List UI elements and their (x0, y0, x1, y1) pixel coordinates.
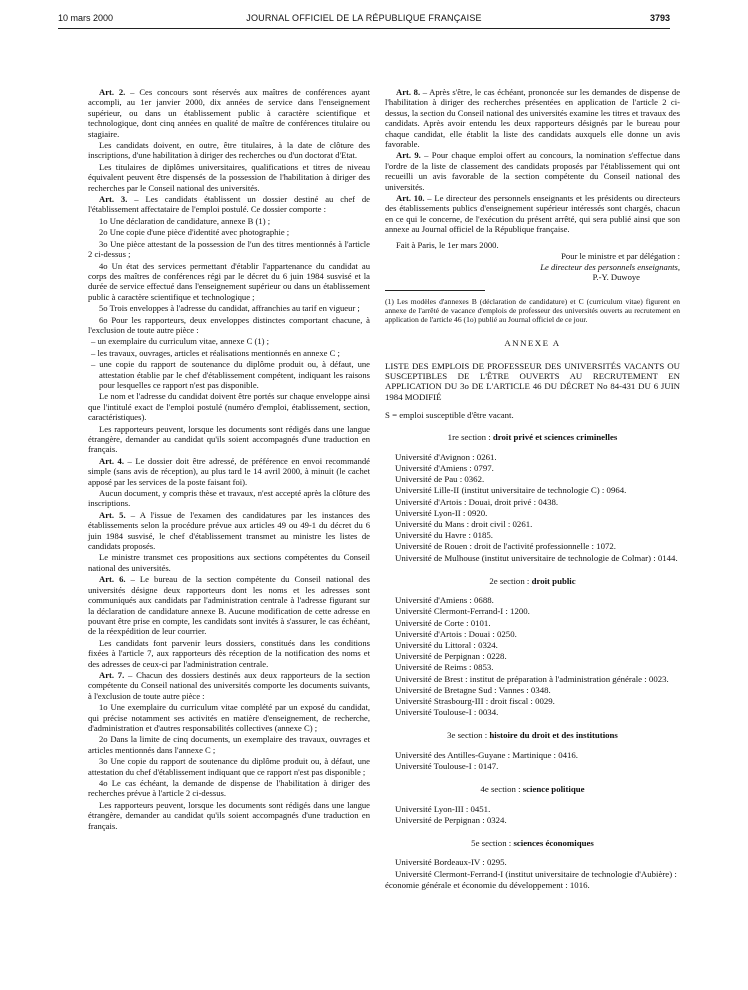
university-entry: Université de Rouen : droit de l'activité professionnelle : 1072. (395, 541, 616, 552)
signature-line2: Le directeur des personnels enseignants, (540, 261, 680, 272)
university-entry: Université Clermont-Ferrand-I (institut universitaire de technologie d'Aubière) : économie générale et économie du développement : 1016. (385, 868, 677, 890)
section-list (385, 432, 680, 891)
art7-p2: Les rapporteurs peuvent, lorsque les documents sont rédigés dans une langue étrangère, demander au candidat qu'ils soient accompagnés d'une traduction en français. (88, 799, 370, 831)
art3-item3: 3o Une pièce attestant de la possession de l'un des titres mentionnés à l'article 2 ci-dessus ; (88, 238, 370, 260)
list-title: LISTE DES EMPLOIS DE PROFESSEUR DES UNIVERSITÉS VACANTS OU SUSCEPTIBLES DE L'ÊTRE OUVERTS AU RECRUTEMENT EN APPLICATION DU 3o DE L'ARTICLE 46 DU DÉCRET No 84-431 DU 6 JUIN 1984 MODIFIÉ (385, 360, 680, 402)
university-entry: Université Toulouse-I : 0147. (395, 761, 499, 771)
university-entry: Université d'Artois : Douai, droit privé : 0438. (395, 496, 559, 507)
art3-item5: 5o Trois enveloppes à l'adresse du candidat, affranchies au tarif en vigueur ; (99, 303, 360, 314)
footnote-rule (385, 290, 485, 291)
art7-item4: 4o Le cas échéant, la demande de dispense de l'habilitation à diriger des recherches prévue à l'article 2 ci-dessus. (88, 778, 370, 799)
university-entry: Université d'Artois : Douai : 0250. (395, 628, 517, 639)
university-entry: Université de Perpignan : 0324. (395, 814, 507, 825)
art4-p1: Art. 4. – Le dossier doit être adressé, de préférence en envoi recommandé simple (sans avis de réception), au plus tard le 14 avril 2000, à minuit (le cachet apposé par les services de la poste faisant foi). (88, 455, 370, 487)
university-entry: Université des Antilles-Guyane : Martinique : 0416. (395, 749, 578, 760)
art3-item6: 6o Pour les rapporteurs, deux enveloppes distinctes comportant chacune, à l'exclusion de toute autre pièce : (88, 314, 370, 335)
university-entry: Université d'Amiens : 0688. (395, 595, 494, 606)
university-entry: Université de Bretagne Sud : Vannes : 0348. (395, 684, 551, 695)
university-entry: Université d'Amiens : 0797. (395, 462, 494, 473)
art9: Art. 9. – Pour chaque emploi offert au concours, la nomination s'effectue dans l'ordre de la liste de classement des candidats proposés par l'établissement qui ont recueilli un avis favorable de la section compétente du Conseil national des universités. (385, 150, 680, 192)
art3-p3: Les rapporteurs peuvent, lorsque les documents sont rédigés dans une langue étrangère, demander au candidat qu'ils soient accompagnés d'une traduction en français. (88, 423, 370, 455)
university-entry: Université Strasbourg-III : droit fiscal : 0029. (395, 695, 555, 706)
art6-p2: Les candidats font parvenir leurs dossiers, constitués dans les conditions fixées à l'article 7, aux rapporteurs dès réception de la notification des noms et des adresses de ceux-ci par l'administration centrale. (88, 637, 370, 669)
section-title: 4e section : science politique (480, 784, 585, 795)
university-entry: Université Clermont-Ferrand-I : 1200. (395, 606, 530, 617)
art4-p2: Aucun document, y compris thèse et travaux, n'est accepté après la clôture des inscriptions. (88, 488, 370, 509)
section-title: 1re section : droit privé et sciences criminelles (447, 432, 618, 443)
art3-p2: Le nom et l'adresse du candidat doivent être portés sur chaque enveloppe ainsi que l'intitulé exact de l'emploi postulé (numéro d'emploi, établissement, section, caractéristiques). (88, 391, 370, 423)
university-entry: Université d'Avignon : 0261. (395, 451, 497, 462)
art8: Art. 8. – Après s'être, le cas échéant, prononcée sur les demandes de dispense de l'habilitation à diriger des recherches présentées en application de l'article 2 ci-dessus, la section du Conseil national des universités examine les titres et travaux des candidats. Après avoir entendu les deux rapporteurs désignés par le bureau pour chaque candidat, elle établit la liste des candidats auxquels elle donne un avis favorable. (385, 87, 681, 150)
university-entry: Université de Mulhouse (institut universitaire de technologie de Colmar) : 0144. (395, 552, 678, 563)
annex-title: ANNEXE A (504, 338, 561, 349)
university-entry: Université de Corte : 0101. (395, 617, 491, 628)
journal-title: JOURNAL OFFICIEL DE LA RÉPUBLIQUE FRANÇAISE (246, 13, 482, 23)
section-title: 2e section : droit public (489, 575, 576, 586)
art2-p3: Les titulaires de diplômes universitaires, qualifications et titres de niveau équivalent peuvent être dispensés de la possession de l'habilitation à diriger des recherches par le Conseil national des universités. (88, 161, 370, 193)
art2-p1: Art. 2. – Ces concours sont réservés aux maîtres de conférences ayant accompli, au 1er janvier 2000, dix années de service dans l'enseignement supérieur, ou dans un établissement public à caractère scientifique et technologique, dont cinq années en qualité de maître de conférences titulaire ou stagiaire. (88, 87, 370, 139)
section-title: 5e section : sciences économiques (471, 838, 594, 849)
legend: S = emploi susceptible d'être vacant. (385, 409, 514, 420)
university-entry: Université Lyon-III : 0451. (395, 803, 491, 814)
art6-p1: Art. 6. – Le bureau de la section compétente du Conseil national des universités désigne deux rapporteurs dont les noms et les adresses sont communiqués aux candidats par l'administration centrale à l'adresse figurant sur la déclaration de candidature annexe B. Aucune modification de cette adresse en pouvant être prise en compte, les candidats sont invités à s'assurer, le cas échéant, de la réexpédition de leur courrier. (88, 574, 370, 637)
university-entry: Université du Mans : droit civil : 0261. (395, 518, 533, 529)
header-rule (58, 28, 670, 29)
footnote: (1) Les modèles d'annexes B (déclaration de candidature) et C (curriculum vitae) figurent en annexe de l'arrêté de vacance d'emplois de professeur des universités ouverts au recrutement en application de l'article 46 (1o) publié au Journal officiel de ce jour. (385, 297, 680, 325)
section-title: 3e section : histoire du droit et des institutions (447, 730, 618, 741)
university-entry: Université Lyon-II : 0920. (395, 507, 488, 518)
right-column (385, 87, 680, 891)
art7-item3: 3o Une copie du rapport de soutenance du diplôme produit ou, à défaut, une attestation du chef d'établissement indiquant que ce rapport n'est pas disponible ; (88, 756, 370, 777)
left-column (88, 87, 370, 832)
art3-dash2: – les travaux, ouvrages, articles et réalisations mentionnés en annexe C ; (91, 347, 340, 358)
university-entry: Université Toulouse-I : 0034. (395, 707, 499, 718)
university-entry: Université de Brest : institut de préparation à l'administration générale : 0023. (395, 673, 669, 684)
art5-p1: Art. 5. – A l'issue de l'examen des candidatures par les instances des établissements selon la procédure prévue aux articles 49 ou 49-1 du décret du 6 juin 1984 susvisé, le chef d'établissement transmet au ministre les listes de candidats proposés. (88, 509, 371, 552)
art7-item1: 1o Une exemplaire du curriculum vitae complété par un exposé du candidat, qui précise notamment ses activités en matière d'enseignement, de recherche, d'administration et d'autres responsabilités collectives (annexe C) ; (88, 702, 370, 733)
issue-date: 10 mars 2000 (58, 13, 114, 23)
signature-line1: Pour le ministre et par délégation : (561, 251, 680, 262)
university-entry: Université de Perpignan : 0228. (395, 651, 507, 662)
done-at: Fait à Paris, le 1er mars 2000. (396, 239, 499, 250)
university-entry: Université du Havre : 0185. (395, 530, 493, 541)
art2-p2: Les candidats doivent, en outre, être titulaires, à la date de clôture des inscriptions, d'une habilitation à diriger des recherches ou d'un doctorat d'Etat. (88, 140, 370, 161)
university-entry: Université Bordeaux-IV : 0295. (395, 857, 507, 868)
art3-item2: 2o Une copie d'une pièce d'identité avec photographie ; (99, 227, 290, 238)
art3-dash1: – un exemplaire du curriculum vitae, annexe C (1) ; (91, 336, 270, 347)
university-entry: Université de Reims : 0853. (395, 662, 494, 673)
university-entry: Université Lille-II (institut universitaire de technologie C) : 0964. (395, 485, 627, 496)
art3-dash3: – une copie du rapport de soutenance du diplôme produit ou, à défaut, une attestation établie par le chef d'établissement compétent, indiquant les raisons pour lesquelles ce rapport n'est pas disponible. (91, 359, 370, 390)
university-entry: Université de Pau : 0362. (395, 474, 485, 485)
art7-item2: 2o Dans la limite de cinq documents, un exemplaire des travaux, ouvrages et articles mentionnés dans l'annexe C ; (88, 734, 370, 755)
signature-name: P.-Y. Duwoye (592, 271, 640, 282)
art7-p1: Art. 7. – Chacun des dossiers destinés aux deux rapporteurs de la section compétente du Conseil national des universités comporte les documents suivants, à l'exclusion de toute autre pièce : (88, 669, 370, 701)
art5-p2: Le ministre transmet ces propositions aux sections compétentes du Conseil national des universités. (88, 552, 370, 573)
art3-item1: 1o Une déclaration de candidature, annexe B (1) ; (99, 215, 271, 226)
art3-p1: Art. 3. – Les candidats établissent un dossier destiné au chef de l'établissement affectataire de l'emploi postulé. Ce dossier comporte : (88, 194, 370, 215)
university-entry: Université du Littoral : 0324. (395, 639, 498, 650)
page-header (58, 13, 670, 27)
art10: Art. 10. – Le directeur des personnels enseignants et les présidents ou directeurs des établissements publics d'enseignement supérieur intéressés sont chargés, chacun en ce qui le concerne, de l'exécution du présent arrêté, qui sera publié ainsi que son annexe au Journal officiel de la République française. (385, 193, 681, 235)
art3-item4: 4o Un état des services permettant d'établir l'appartenance du candidat au corps des maîtres de conférences régi par le décret du 6 juin 1984 susvisé et la durée de service effectué dans l'enseignement supérieur ou dans un établissement public à caractère scientifique et technologique ; (88, 260, 370, 302)
page-number: 3793 (649, 13, 670, 23)
